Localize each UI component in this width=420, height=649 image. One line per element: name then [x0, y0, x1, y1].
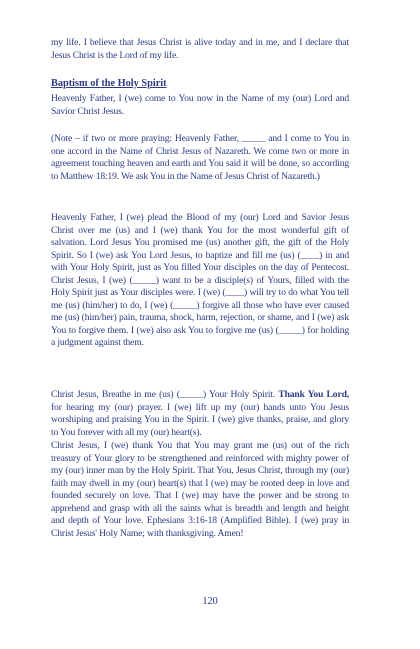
prayer-paragraph-2: Heavenly Father, I (we) plead the Blood of my (our) Lord and Savior Jesus Christ over me (us) and I (we) thank You for the most wonderful gift of salvation. Lord Jesus You promised me (us) another gift, the gift of the Holy Spirit. So I (we) ask You Lord Jesus, to baptize and fill me (us) (____) in and with Your Holy Spirit, just as You filled Your disciples on the day of Pentecost. Christ Jesus, I (we) (_____) want to be a disciple(s) of Yours, filled with the Holy Spirit just as Your disciples were. I (we) (____) will try to do what You tell me (us) (him/her) to do, I (we) (_____) forgive all those who have ever caused me (us) (him/her) pain, trauma, shock, harm, rejection, or shame, and I (we) ask You to forgive them. I (we) also ask You to forgive me (us) (_____) for holding a judgment against them. [51, 212, 349, 348]
thank-you-lord-bold: Thank You Lord, [278, 389, 349, 400]
prayer-paragraph-4: Christ Jesus, I (we) thank You that You may grant me (us) out of the rich treasury of Your glory to be strengthened and reinforced with mighty power of my (our) inner man by the Holy Spirit. That You, Jesus Christ, through my (our) faith may dwell in my (our) heart(s) that I (we) may be rooted deep in love and founded securely on love. That I (we) may have the power and be strong to apprehend and grasp with all the saints what is breadth and length and height and depth of Your love. Ephesians 3:16-18 (Amplified Bible). I (we) pray in Christ Jesus' Holy Name; with thanksgiving. Amen! [51, 440, 349, 539]
note-paragraph: (Note – if two or more praying: Heavenly Father, _____ and I come to You in one accord in the Name of Christ Jesus of Nazareth. We come two or more in agreement touching heaven and earth and You said it will be done, so according to Matthew 18:19. We ask You in the Name of Jesus Christ of Nazareth.) [51, 133, 349, 182]
prayer-paragraph-1: Heavenly Father, I (we) come to You now in the Name of my (our) Lord and Savior Christ Jesus. [51, 93, 349, 117]
page-number: 120 [202, 596, 218, 607]
prayer-paragraph-3 [51, 389, 349, 439]
hearing-prayer-text: for hearing my (our) prayer. I (we) lift up my (our) hands unto You Jesus worshiping and praising You in the Spirit. I (we) give thanks, praise, and glory to You forever with all my (our) heart(s). [51, 401, 349, 438]
breathe-text: Christ Jesus, Breathe in me (us) (_____) Your Holy Spirit. [51, 389, 276, 400]
section-heading: Baptism of the Holy Spirit [51, 78, 167, 89]
continued-paragraph: my life. I believe that Jesus Christ is alive today and in me, and I declare that Jesus Christ is the Lord of my life. [51, 37, 349, 61]
